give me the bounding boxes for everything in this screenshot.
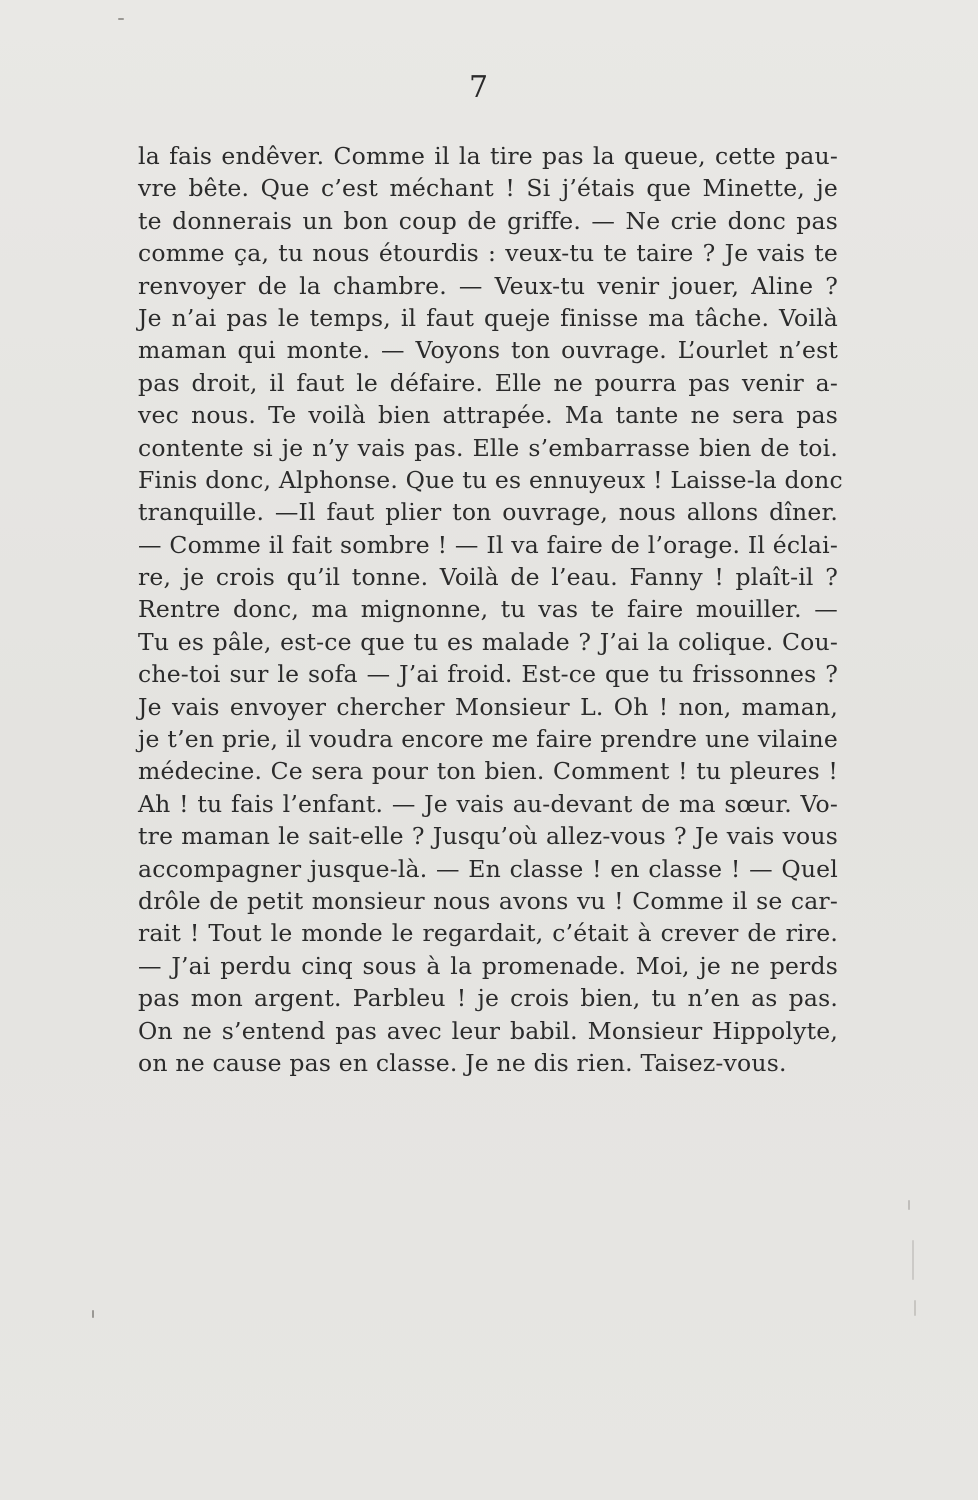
- text-line: je t’en prie, il voudra encore me faire prendre une vilaine: [138, 725, 838, 754]
- paper-speck: [908, 1200, 910, 1210]
- text-line: tranquille. —Il faut plier ton ouvrage, nous allons dîner.: [138, 498, 838, 527]
- text-line: la fais endêver. Comme il la tire pas la queue, cette pau-: [138, 142, 838, 170]
- paper-speck: [912, 1240, 914, 1280]
- text-line: on ne cause pas en classe. Je ne dis rien. Taisez-vous.: [138, 1048, 787, 1077]
- text-line: — Comme il fait sombre ! — Il va faire de l’orage. Il éclai-: [138, 530, 838, 559]
- text-line: drôle de petit monsieur nous avons vu ! Comme il se car-: [138, 886, 838, 915]
- page-number: 7: [468, 70, 490, 105]
- text-line: te donnerais un bon coup de griffe. — Ne crie donc pas: [138, 206, 838, 235]
- text-line: Rentre donc, ma mignonne, tu vas te faire mouiller. —: [138, 595, 838, 624]
- text-line: médecine. Ce sera pour ton bien. Comment ! tu pleures !: [138, 757, 838, 786]
- text-line: Je vais envoyer chercher Monsieur L. Oh ! non, maman,: [138, 692, 838, 721]
- text-line: accompagner jusque-là. — En classe ! en classe ! — Quel: [138, 854, 838, 883]
- paper-speck: [92, 1310, 94, 1318]
- text-line: Tu es pâle, est-ce que tu es malade ? J’ai la colique. Cou-: [138, 627, 838, 656]
- text-line: Ah ! tu fais l’enfant. — Je vais au-devant de ma sœur. Vo-: [138, 789, 838, 818]
- paper-speck: [118, 18, 124, 20]
- text-line: vre bête. Que c’est méchant ! Si j’étais que Minette, je: [138, 174, 838, 203]
- text-line: Je n’ai pas le temps, il faut queje finisse ma tâche. Voilà: [138, 303, 838, 332]
- text-line: re, je crois qu’il tonne. Voilà de l’eau. Fanny ! plaît-il ?: [138, 563, 838, 592]
- text-line: comme ça, tu nous étourdis : veux-tu te taire ? Je vais te: [138, 239, 838, 268]
- text-line: Finis donc, Alphonse. Que tu es ennuyeux ! Laisse-la donc: [138, 465, 843, 494]
- text-line: maman qui monte. — Voyons ton ouvrage. L’ourlet n’est: [138, 336, 838, 365]
- text-line: contente si je n’y vais pas. Elle s’embarrasse bien de toi.: [138, 433, 838, 462]
- text-line: On ne s’entend pas avec leur babil. Monsieur Hippolyte,: [138, 1016, 838, 1045]
- paper-speck: [914, 1300, 916, 1316]
- text-line: che-toi sur le sofa — J’ai froid. Est-ce que tu frissonnes ?: [138, 660, 838, 689]
- text-line: renvoyer de la chambre. — Veux-tu venir jouer, Aline ?: [138, 271, 838, 300]
- text-line: rait ! Tout le monde le regardait, c’était à crever de rire.: [138, 919, 838, 948]
- body-text: [138, 140, 843, 1079]
- text-line: pas droit, il faut le défaire. Elle ne pourra pas venir a-: [138, 368, 838, 397]
- text-line: tre maman le sait-elle ? Jusqu’où allez-vous ? Je vais vous: [138, 822, 838, 851]
- text-line: pas mon argent. Parbleu ! je crois bien, tu n’en as pas.: [138, 984, 838, 1013]
- text-line: vec nous. Te voilà bien attrapée. Ma tante ne sera pas: [138, 401, 838, 430]
- text-line: — J’ai perdu cinq sous à la promenade. Moi, je ne perds: [138, 951, 838, 980]
